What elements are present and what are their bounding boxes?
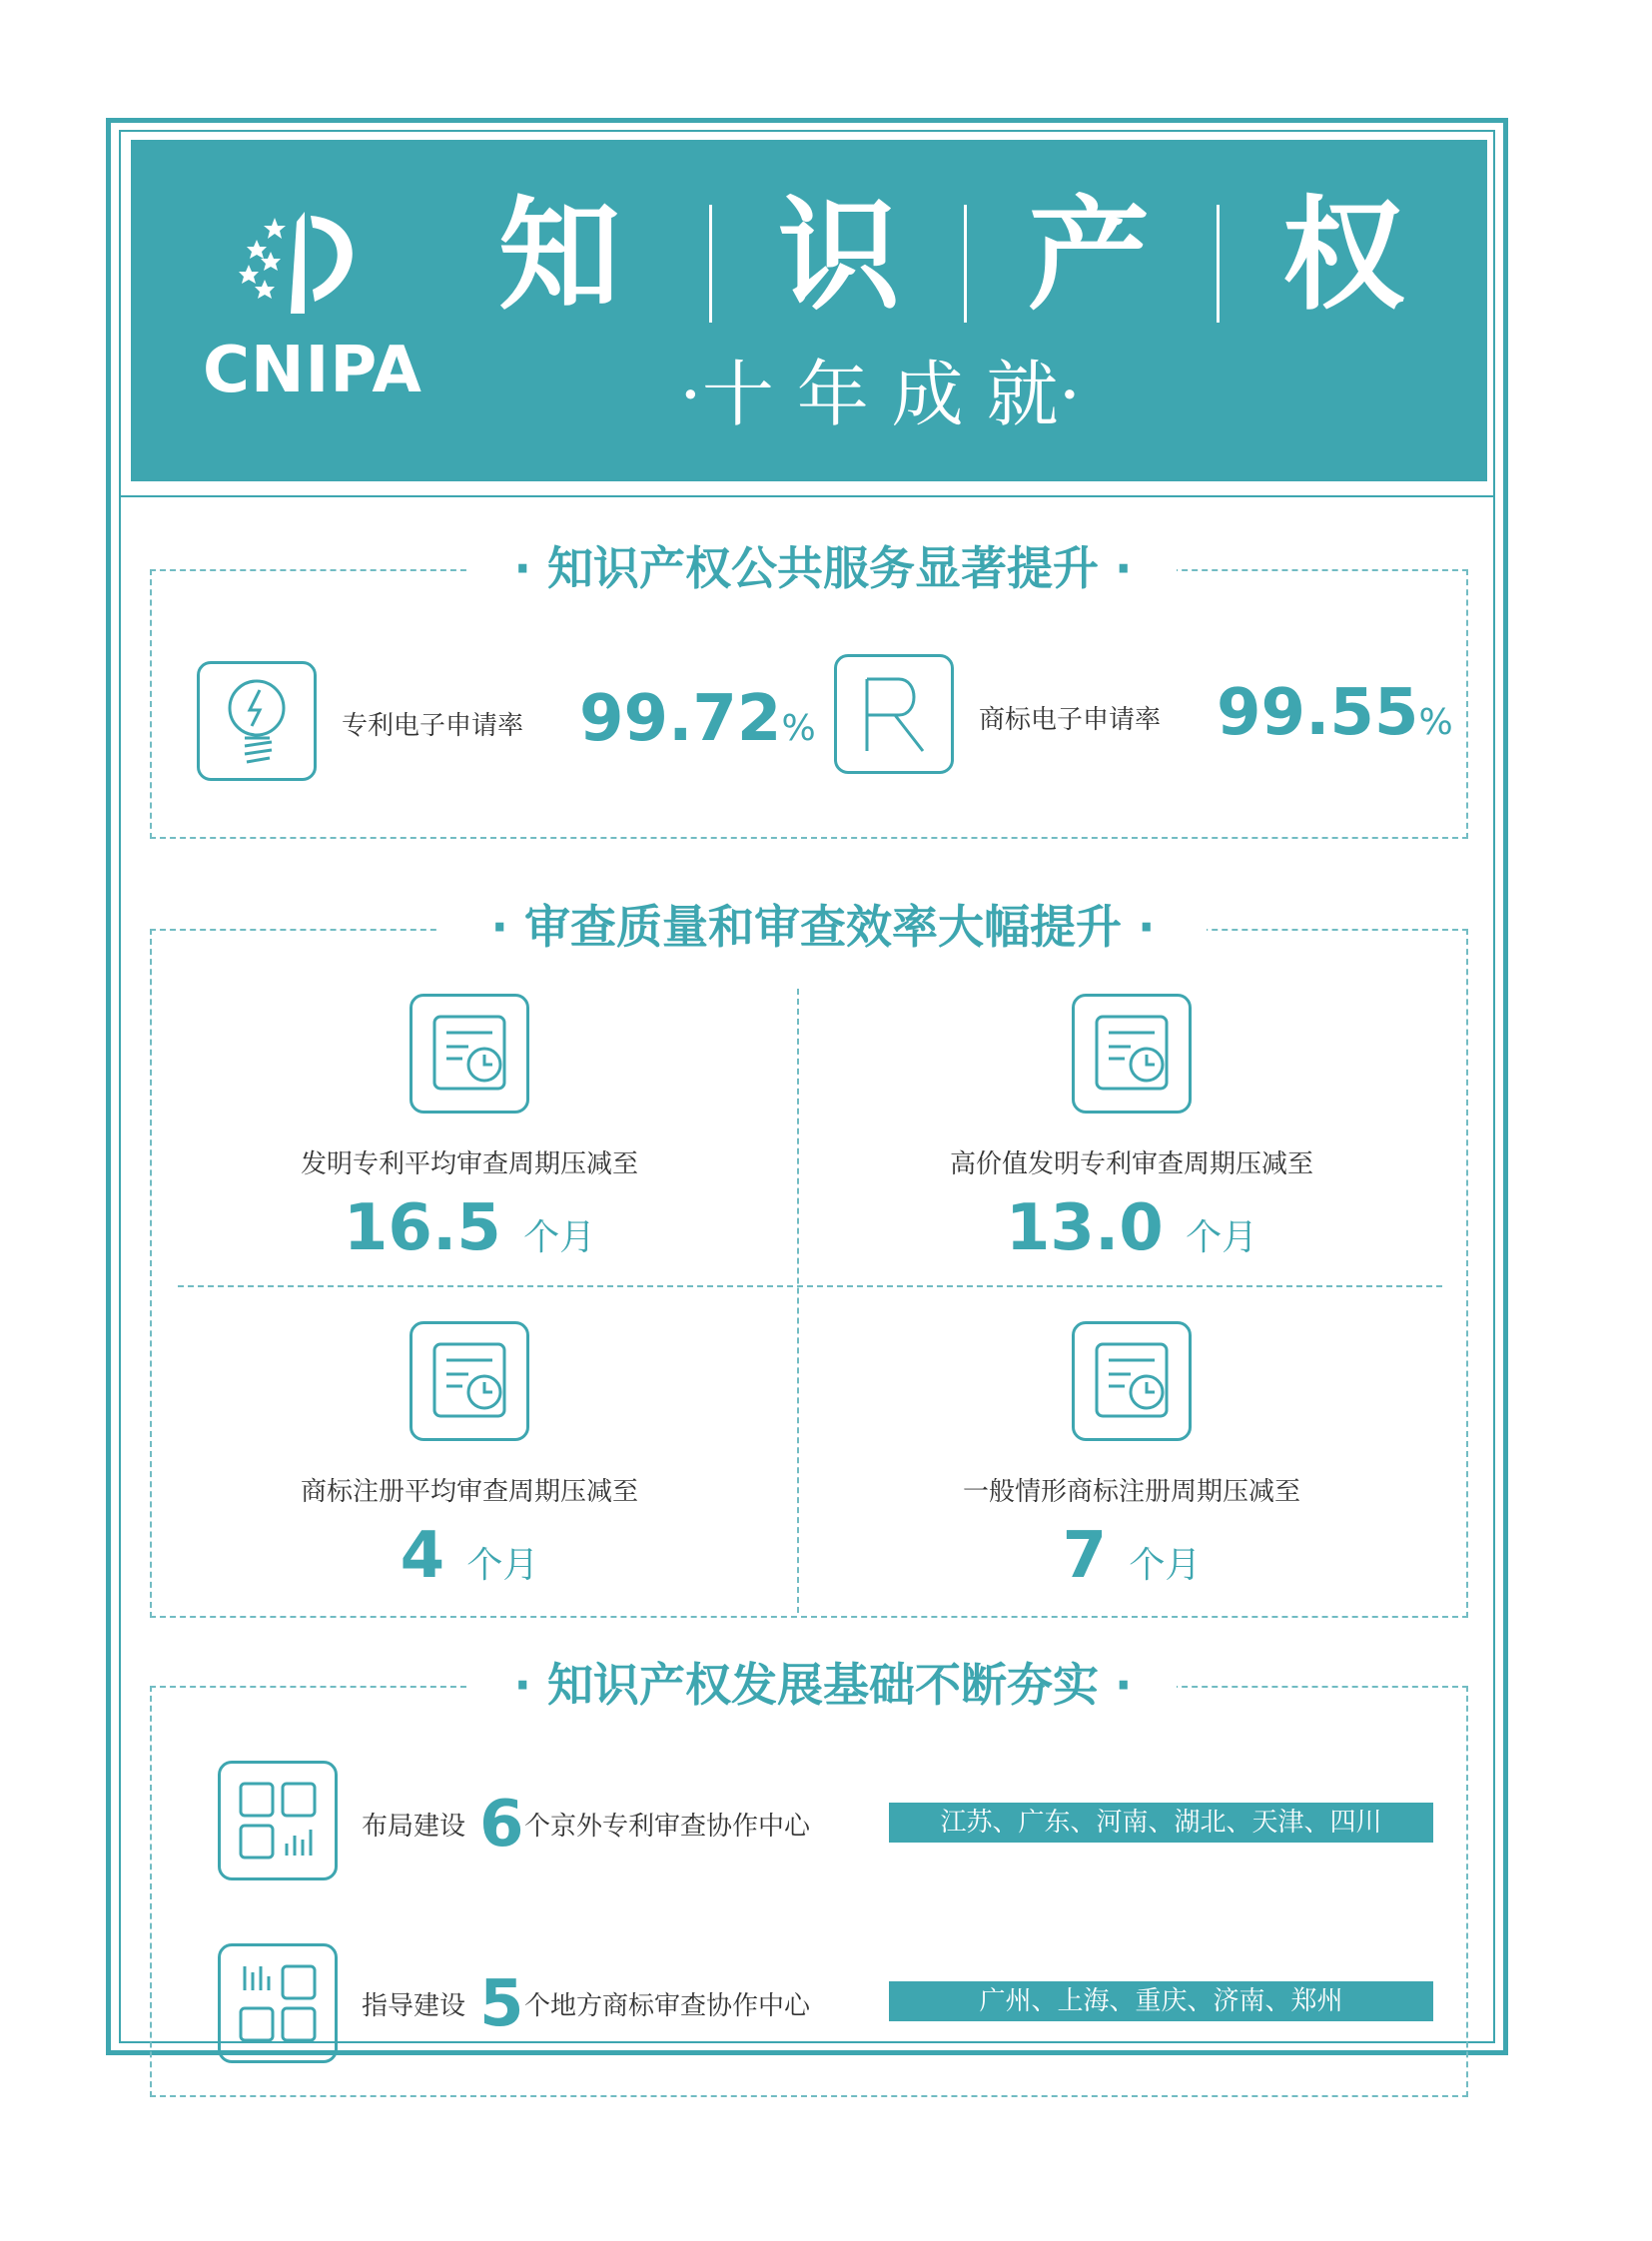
high-value-patent-cycle-value: 13.0 个月 — [1005, 1191, 1258, 1265]
trademark-registration-cycle-label: 商标注册平均审查周期压减至 — [300, 1477, 638, 1507]
patent-e-filing-value: 99.72% — [579, 682, 816, 756]
title-char-1: 知 — [498, 183, 620, 327]
lightbulb-icon — [197, 661, 317, 781]
patent-center-prefix: 布局建设 — [362, 1812, 466, 1842]
section-title: · 知识产权发展基础不断夯实 · — [469, 1655, 1177, 1715]
trademark-e-filing-value: 99.55% — [1217, 676, 1453, 750]
banner-divider — [119, 495, 1495, 497]
grid-chart-icon — [218, 1761, 338, 1880]
general-trademark-cycle-value: 7 个月 — [1062, 1519, 1202, 1593]
title-char-2: 识 — [778, 183, 900, 327]
trademark-e-filing-label: 商标电子申请率 — [979, 705, 1162, 735]
trademark-center-prefix: 指导建设 — [362, 1991, 466, 2021]
patent-center-regions: 江苏、广东、河南、湖北、天津、四川 — [889, 1803, 1433, 1843]
grid-bars-icon — [218, 1943, 338, 2063]
patent-center-suffix: 个京外专利审查协作中心 — [524, 1812, 811, 1842]
cnipa-logo-icon — [235, 210, 375, 320]
title-char-4: 权 — [1282, 183, 1404, 327]
patent-e-filing-label: 专利电子申请率 — [342, 711, 524, 741]
title-separator — [964, 205, 967, 323]
document-clock-icon — [410, 994, 529, 1114]
logo-text: CNIPA — [203, 334, 422, 407]
title-char-3: 产 — [1028, 183, 1150, 327]
grid-divider-vertical — [797, 989, 799, 1613]
trademark-registration-cycle-value: 4 个月 — [400, 1519, 539, 1593]
document-clock-icon — [1072, 1321, 1192, 1441]
trademark-center-count: 5 — [479, 1967, 524, 2041]
title-separator — [709, 205, 712, 323]
invention-patent-cycle-label: 发明专利平均审查周期压减至 — [300, 1149, 638, 1179]
trademark-center-regions: 广州、上海、重庆、济南、郑州 — [889, 1981, 1433, 2021]
grid-divider-horizontal — [178, 1285, 1442, 1287]
section-examination — [150, 929, 1468, 1618]
section-title: · 审查质量和审查效率大幅提升 · — [439, 897, 1207, 957]
title-separator — [1217, 205, 1220, 323]
document-clock-icon — [1072, 994, 1192, 1114]
section-title: · 知识产权公共服务显著提升 · — [469, 538, 1177, 598]
high-value-patent-cycle-label: 高价值发明专利审查周期压减至 — [949, 1149, 1313, 1179]
document-clock-icon — [410, 1321, 529, 1441]
invention-patent-cycle-value: 16.5 个月 — [343, 1191, 596, 1265]
section-foundation — [150, 1686, 1468, 2097]
patent-center-count: 6 — [479, 1788, 524, 1862]
subtitle: ·十 年 成 就· — [679, 353, 1082, 436]
general-trademark-cycle-label: 一般情形商标注册周期压减至 — [962, 1477, 1300, 1507]
trademark-center-suffix: 个地方商标审查协作中心 — [524, 1991, 811, 2021]
registered-trademark-icon — [834, 654, 954, 774]
